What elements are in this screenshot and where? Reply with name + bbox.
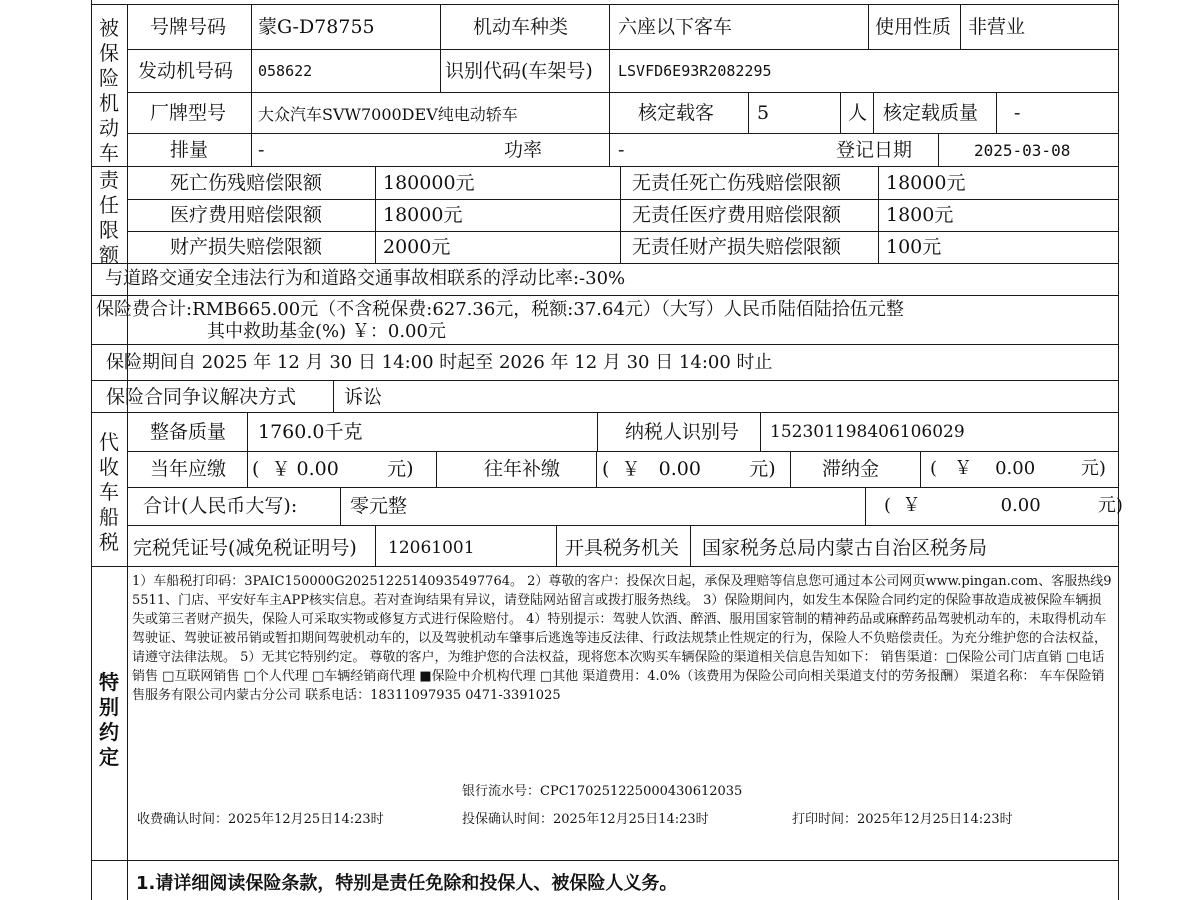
dispute-label: 保险合同争议解决方式 [106, 386, 297, 408]
nf-death-label: 无责任死亡伤残赔偿限额 [632, 172, 842, 194]
rescue-fund: 其中救助基金(%) ￥：0.00元 [207, 321, 446, 342]
late-fee-value: ( ￥ 0.00 元) [930, 458, 1106, 479]
seats-value: 5 [757, 102, 770, 124]
plate-label: 号牌号码 [150, 16, 227, 38]
taxpayer-value: 152301198406106029 [770, 422, 965, 442]
reg-date-value: 2025-03-08 [974, 141, 1071, 160]
nf-medical-value: 1800元 [886, 204, 954, 226]
previous-tax-label: 往年补缴 [484, 458, 561, 480]
medical-value: 18000元 [383, 204, 463, 226]
model-label: 厂牌型号 [150, 102, 227, 124]
engine-value: 058622 [258, 62, 313, 80]
current-tax-value: ( ￥ 0.00 元) [252, 458, 414, 480]
special-agreement-text: 1）车船税打印码：3PAIC150000G20251225140935497764。 2）尊敬的客户：投保次日起，承保及理赔等信息您可通过本公司网页www.pingan.com、客服热线95511、门店、平安好车主APP核实信息。若对查询结果有异议，请登陆网站留言或拨打服务热线。 3）保险期间内，如发生本保险合同约定的保险事故造成被保险车辆损失或第三者财产损失，保险人可采取实物或修复方式进行保险赔付。 4）特别提示：驾驶人饮酒、醉酒、服用国家管制的精神药品或麻醉药品驾驶机动车的，未取得机动车驾驶证、驾驶证被吊销或暂扣期间驾驶机动车的，以及驾驶机动车肇事后逃逸等违反法律、行政法规禁止性规定的行为，保险人不负赔偿责任。为充分维护您的合法权益，请遵守法律法规。 5）无其它特别约定。 尊敬的客户，为维护您的合法权益，现将您本次购买车辆保险的渠道相关信息告知如下： 销售渠道：□保险公司门店直销 □电话销售 □互联网销售 □个人代理 □车辆经销商代理 ■保险中介机构代理 □其他 渠道费用：4.0%（该费用为保险公司向相关渠道支付的劳务报酬） 渠道名称： 车车保险销售服务有限公司内蒙古分公司 联系电话：18311097935 0471-3391025 [132, 574, 1112, 703]
notice-item-1: 1.请详细阅读保险条款，特别是责任免除和投保人、被保险人义务。 [136, 873, 678, 894]
application-confirm-time: 投保确认时间：2025年12月25日14:23时 [462, 812, 709, 827]
displacement-value: - [258, 139, 265, 161]
plate-value: 蒙G-D78755 [258, 16, 375, 38]
nf-death-value: 18000元 [886, 172, 966, 194]
tax-office-value: 国家税务总局内蒙古自治区税务局 [702, 537, 988, 559]
power-label: 功率 [504, 139, 543, 161]
tax-section-label: 代 收 车 船 税 [99, 430, 119, 554]
power-value: - [618, 139, 625, 161]
print-time: 打印时间：2025年12月25日14:23时 [792, 812, 1013, 827]
bank-serial: 银行流水号：CPC170251225000430612035 [462, 784, 743, 799]
medical-label: 医疗费用赔偿限额 [170, 204, 323, 226]
tax-cert-value: 12061001 [388, 538, 475, 558]
death-label: 死亡伤残赔偿限额 [170, 172, 323, 194]
curb-weight-label: 整备质量 [150, 421, 227, 443]
nf-medical-label: 无责任医疗费用赔偿限额 [632, 204, 842, 226]
vin-label: 识别代码(车架号) [445, 60, 593, 82]
reg-date-label: 登记日期 [836, 139, 913, 161]
use-value: 非营业 [968, 16, 1026, 38]
liability-section-label: 责 任 限 额 [99, 168, 119, 267]
tax-office-label: 开具税务机关 [565, 537, 680, 559]
seats-unit: 人 [848, 102, 868, 124]
nf-property-value: 100元 [886, 236, 942, 258]
tax-total-value: 零元整 [350, 495, 408, 517]
vehicle-section-label: 被 保 险 机 动 车 [99, 16, 119, 165]
use-label: 使用性质 [875, 16, 952, 38]
tax-cert-label: 完税凭证号(减免税证明号) [133, 537, 357, 559]
load-label: 核定载质量 [883, 102, 979, 124]
tax-total-label: 合计(人民币大写): [143, 495, 298, 517]
dispute-value: 诉讼 [344, 386, 383, 408]
premium-total: 保险费合计:RMB665.00元（不含税保费:627.36元，税额:37.64元）（大写）人民币陆佰陆拾伍元整 [96, 299, 904, 320]
displacement-label: 排量 [170, 139, 209, 161]
engine-label: 发动机号码 [138, 60, 234, 82]
vin-value: LSVFD6E93R2082295 [618, 62, 772, 80]
seats-label: 核定载客 [638, 102, 715, 124]
taxpayer-label: 纳税人识别号 [625, 421, 740, 443]
curb-weight-value: 1760.0千克 [258, 421, 363, 443]
insurance-period: 保险期间自 2025 年 12 月 30 日 14:00 时起至 2026 年 12 月 30 日 14:00 时止 [106, 352, 773, 373]
payment-confirm-time: 收费确认时间：2025年12月25日14:23时 [137, 812, 384, 827]
late-fee-label: 滞纳金 [822, 458, 880, 480]
model-value: 大众汽车SVW7000DEV纯电动轿车 [258, 105, 518, 124]
floating-ratio: 与道路交通安全违法行为和道路交通事故相联系的浮动比率:-30% [105, 268, 626, 289]
property-value: 2000元 [383, 236, 451, 258]
load-value: - [1014, 102, 1021, 124]
current-tax-label: 当年应缴 [150, 458, 227, 480]
nf-property-label: 无责任财产损失赔偿限额 [632, 236, 842, 258]
previous-tax-value: ( ￥ 0.00 元) [602, 458, 776, 480]
death-value: 180000元 [383, 172, 475, 194]
special-section-label: 特 别 约 定 [99, 670, 119, 769]
vehicle-type-value: 六座以下客车 [618, 16, 733, 38]
vehicle-type-label: 机动车种类 [473, 16, 569, 38]
tax-total-amount: ( ￥ 0.00 元) [884, 495, 1123, 516]
property-label: 财产损失赔偿限额 [170, 236, 323, 258]
